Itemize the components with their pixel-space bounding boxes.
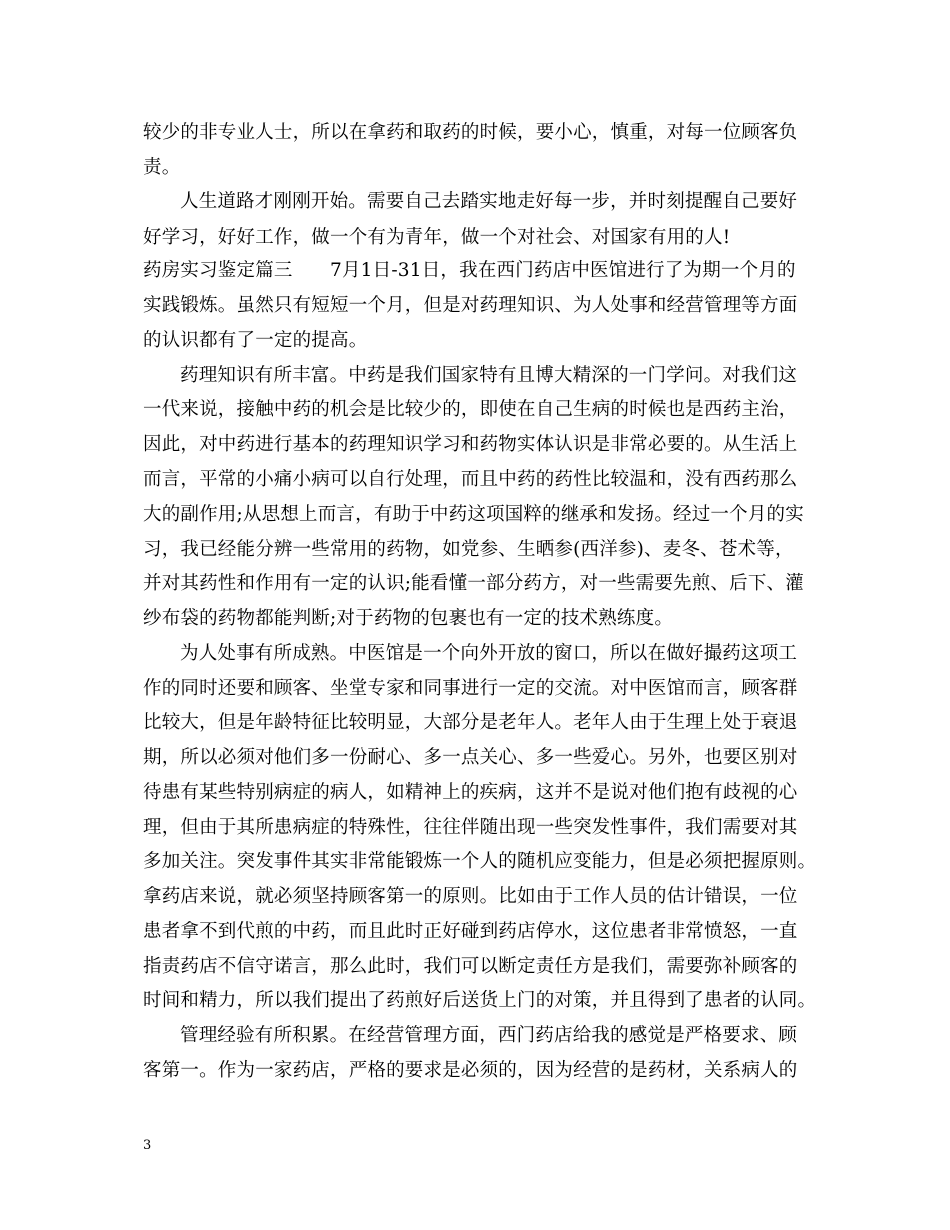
text-line: 理，但由于其所患病症的特殊性，往往伴随出现一些突发性事件，我们需要对其 — [143, 817, 798, 838]
text-line: 比较大，但是年龄特征比较明显，大部分是老年人。老年人由于生理上处于衰退 — [143, 712, 798, 733]
text-line: 作的同时还要和顾客、坐堂专家和同事进行一定的交流。对中医馆而言，顾客群 — [143, 678, 798, 699]
section-heading-line: 药房实习鉴定篇三 7月1日-31日，我在西门药店中医馆进行了为期一个月的 — [143, 260, 796, 281]
paragraph-start-line: 人生道路才刚刚开始。需要自己去踏实地走好每一步，并时刻提醒自己要好 — [180, 191, 798, 212]
text-line: 纱布袋的药物都能判断;对于药物的包裹也有一定的技术熟练度。 — [143, 608, 674, 629]
text-line: 责。 — [143, 157, 181, 178]
paragraph-start-line: 为人处事有所成熟。中医馆是一个向外开放的窗口，所以在做好撮药这项工 — [180, 643, 798, 664]
text-line: 习，我已经能分辨一些常用的药物，如党参、生晒参(西洋参)、麦冬、苍术等， — [143, 539, 794, 560]
text-line: 指责药店不信守诺言，那么此时，我们可以断定责任方是我们，需要弥补顾客的 — [143, 956, 798, 977]
text-line: 患者拿不到代煎的中药，而且此时正好碰到药店停水，这位患者非常愤怒，一直 — [143, 921, 798, 942]
text-line: 待患有某些特别病症的病人，如精神上的疾病，这并不是说对他们抱有歧视的心 — [143, 782, 798, 803]
text-line: 因此，对中药进行基本的药理知识学习和药物实体认识是非常必要的。从生活上 — [143, 434, 798, 455]
text-line: 而言，平常的小痛小病可以自行处理，而且中药的药性比较温和，没有西药那么 — [143, 469, 798, 490]
text-line: 大的副作用;从思想上而言，有助于中药这项国粹的继承和发扬。经过一个月的实 — [143, 504, 804, 525]
text-line: 拿药店来说，就必须坚持顾客第一的原则。比如由于工作人员的估计错误，一位 — [143, 886, 798, 907]
text-line: 实践锻炼。虽然只有短短一个月，但是对药理知识、为人处事和经营管理等方面 — [143, 295, 798, 316]
text-line: 期，所以必须对他们多一份耐心、多一点关心、多一些爱心。另外，也要区别对 — [143, 747, 798, 768]
paragraph-start-line: 药理知识有所丰富。中药是我们国家特有且博大精深的一门学问。对我们这 — [180, 365, 798, 386]
page-number: 3 — [143, 1138, 152, 1153]
text-line: 一代来说，接触中药的机会是比较少的，即使在自己生病的时候也是西药主治， — [143, 399, 798, 420]
text-line: 并对其药性和作用有一定的认识;能看懂一部分药方，对一些需要先煎、后下、灌 — [143, 573, 804, 594]
text-line: 好学习，好好工作，做一个有为青年，做一个对社会、对国家有用的人! — [143, 227, 731, 248]
text-line: 客第一。作为一家药店，严格的要求是必须的，因为经营的是药材，关系病人的 — [143, 1060, 798, 1081]
text-line: 时间和精力，所以我们提出了药煎好后送货上门的对策，并且得到了患者的认同。 — [143, 990, 817, 1011]
text-line: 的认识都有了一定的提高。 — [143, 330, 368, 351]
text-line: 多加关注。突发事件其实非常能锻炼一个人的随机应变能力，但是必须把握原则。 — [143, 851, 817, 872]
paragraph-start-line: 管理经验有所积累。在经营管理方面，西门药店给我的感觉是严格要求、顾 — [180, 1025, 798, 1046]
text-line: 较少的非专业人士，所以在拿药和取药的时候，要小心，慎重，对每一位顾客负 — [143, 122, 798, 143]
